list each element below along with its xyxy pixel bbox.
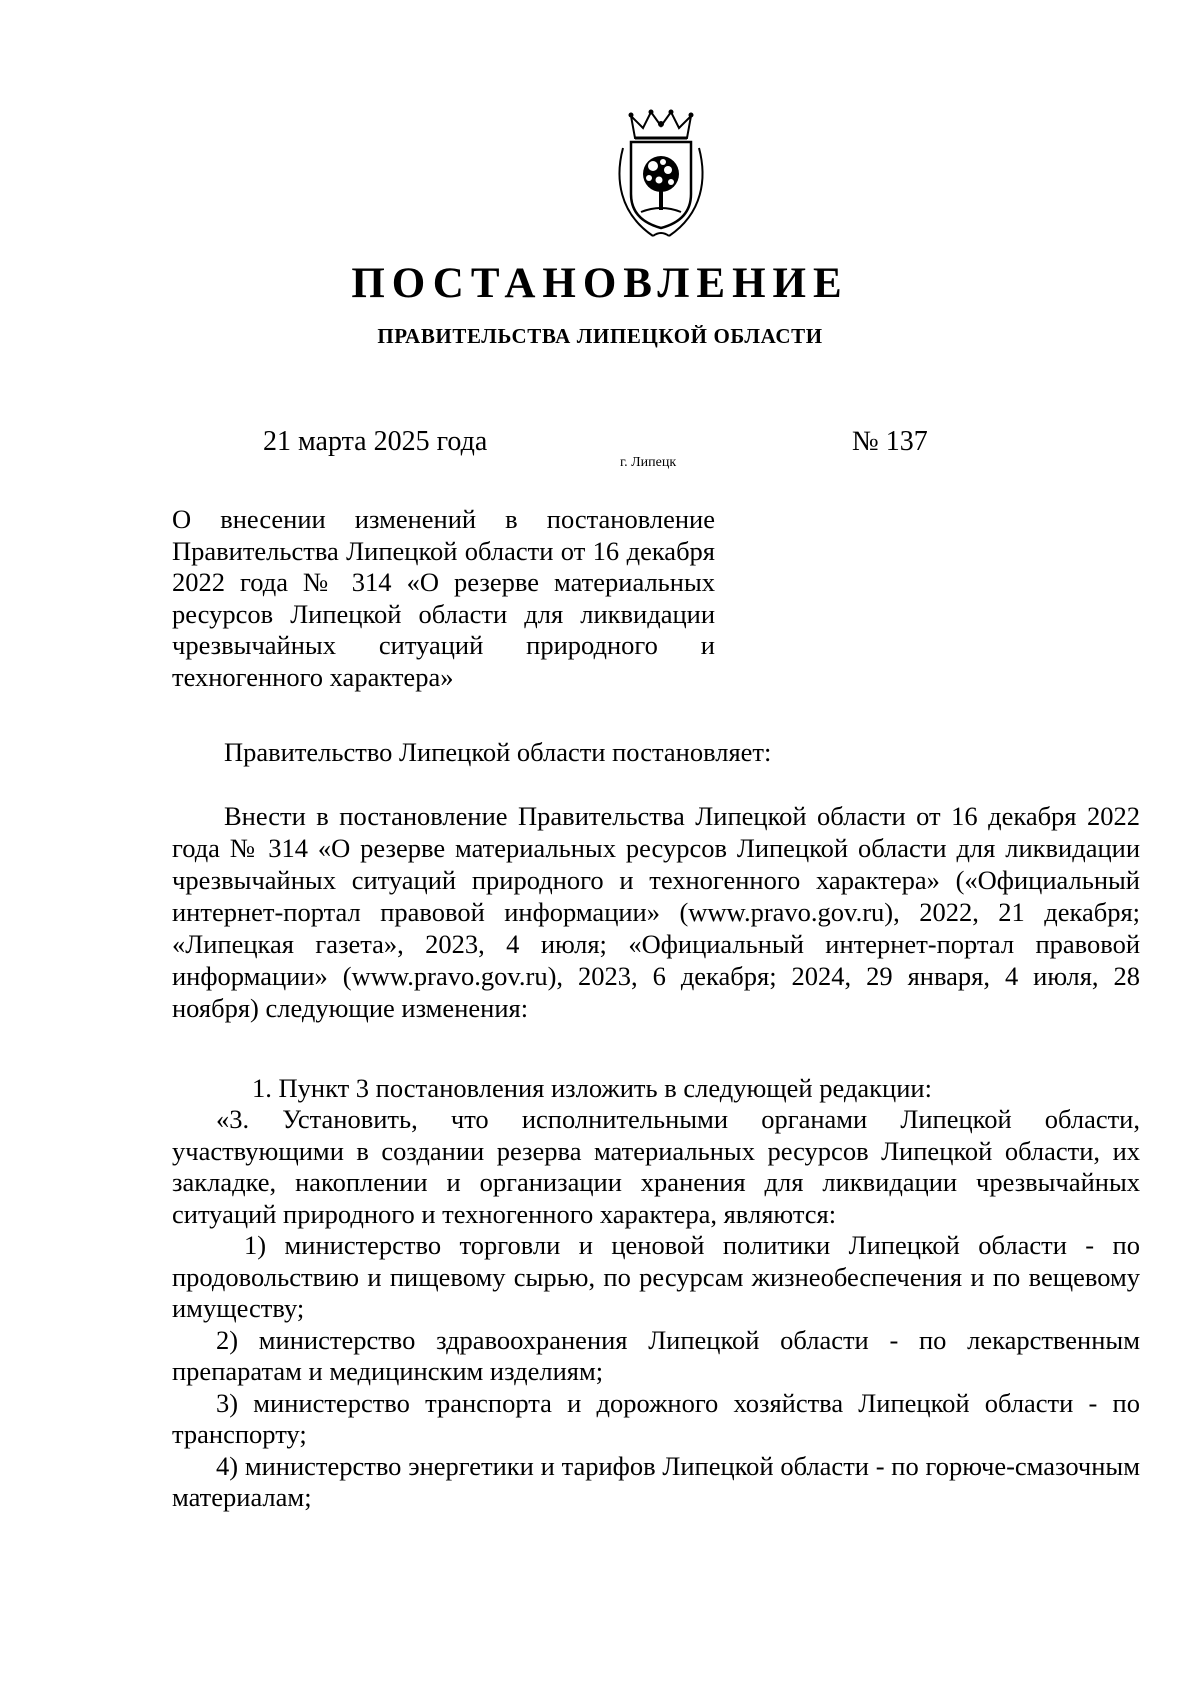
subpoint-1: 1) министерство торговли и ценовой политики Липецкой области - по продовольствию и пищевому сырью, по ресурсам жизнеобеспечения и по вещевому имуществу; bbox=[172, 1230, 1140, 1323]
document-date: 21 марта 2025 года bbox=[263, 426, 488, 457]
subpoint-4: 4) министерство энергетики и тарифов Липецкой области - по горюче-смазочным материалам; bbox=[172, 1450, 1140, 1512]
subpoint-2: 2) министерство здравоохранения Липецкой области - по лекарственным препаратам и медицинским изделиям; bbox=[172, 1324, 1140, 1386]
document-issuer: ПРАВИТЕЛЬСТВА ЛИПЕЦКОЙ ОБЛАСТИ bbox=[377, 324, 823, 348]
main-paragraph: Внести в постановление Правительства Липецкой области от 16 декабря 2022 года № 314 «О резерве материальных ресурсов Липецкой области для ликвидации чрезвычайных ситуаций природного и техногенного характера» («Официальный интернет-портал правовой информации» (www.pravo.gov.ru), 2022, 21 декабря; «Липецкая газета», 2023, 4 июля; «Официальный интернет-портал правовой информации» (www.pravo.gov.ru), 2023, 6 декабря; 2024, 29 января, 4 июля, 28 ноября) следующие изменения: bbox=[172, 801, 1140, 1023]
document-city: г. Липецк bbox=[620, 455, 677, 470]
document-heading: О внесении изменений в постановление Правительства Липецкой области от 16 декабря 2022 года № 314 «О резерве материальных ресурсов Липецкой области для ликвидации чрезвычайных ситуаций природного и техногенного характера» bbox=[172, 504, 715, 692]
document-number: № 137 bbox=[852, 426, 928, 457]
document-title: ПОСТАНОВЛЕНИЕ bbox=[351, 260, 849, 307]
intro-paragraph: Правительство Липецкой области постановляет: bbox=[224, 737, 772, 767]
point-3-text: «3. Установить, что исполнительными органами Липецкой области, участвующими в создании резерва материальных ресурсов Липецкой области, их закладке, накоплении и организации хранения для ликвидации чрезвычайных ситуаций природного и техногенного характера, являются: bbox=[172, 1104, 1140, 1229]
subpoint-3: 3) министерство транспорта и дорожного хозяйства Липецкой области - по транспорту; bbox=[172, 1387, 1140, 1449]
amendment-item-1: 1. Пункт 3 постановления изложить в следующей редакции: bbox=[252, 1073, 932, 1103]
amended-point-3 bbox=[172, 1104, 1140, 1514]
coat-of-arms-icon bbox=[613, 108, 709, 244]
